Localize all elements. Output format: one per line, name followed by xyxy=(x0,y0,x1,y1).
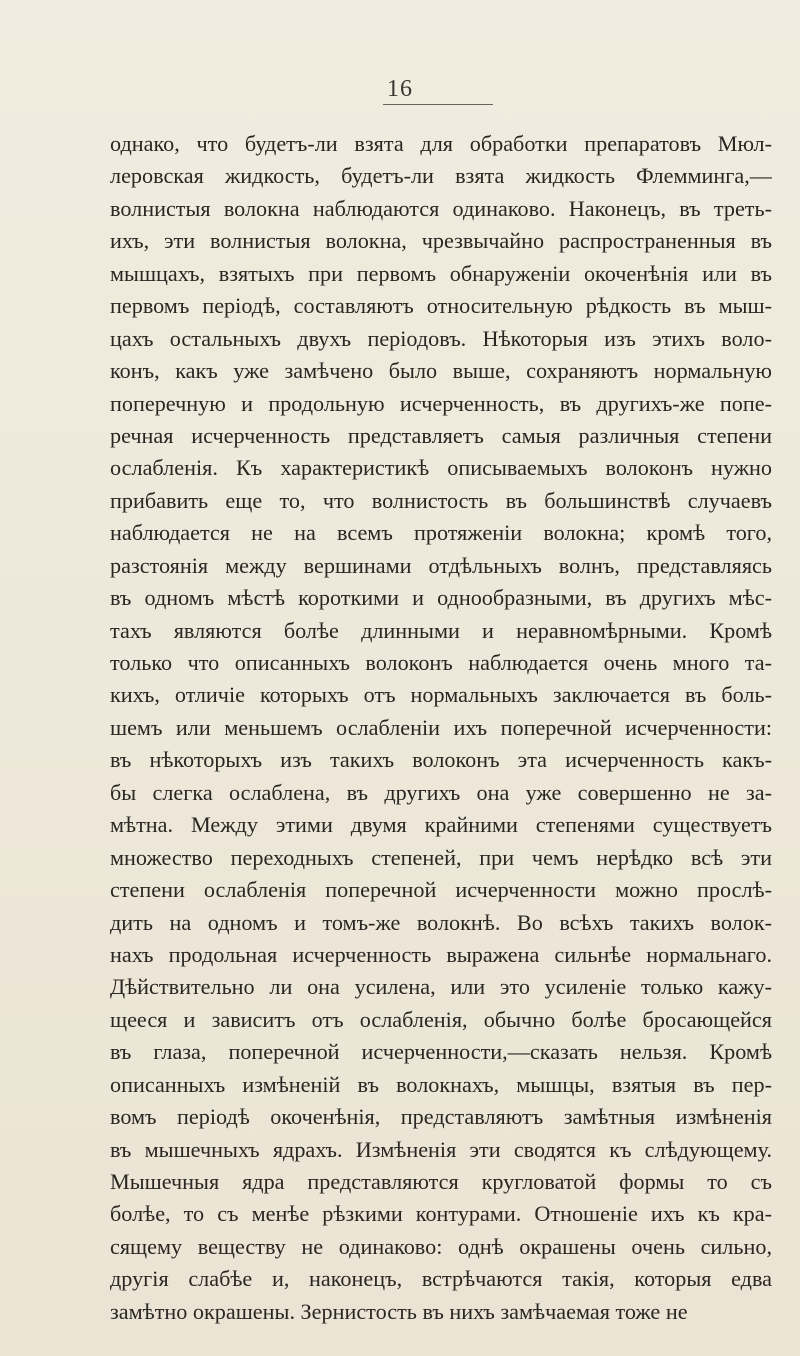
text-line: мышцахъ, взятыхъ при первомъ обнаруженіи окоченѣнія или въ xyxy=(110,260,772,286)
text-line: щееся и зависитъ отъ ослабленія, обычно болѣе бросающейся xyxy=(110,1006,772,1032)
text-line: въ мышечныхъ ядрахъ. Измѣненія эти сводятся къ слѣдующему. xyxy=(110,1136,772,1162)
text-line: речная исчерченность представляетъ самыя различныя степени xyxy=(110,422,772,448)
text-line: кихъ, отличіе которыхъ отъ нормальныхъ заключается въ боль- xyxy=(110,682,772,708)
page-number: 16 xyxy=(387,76,413,102)
text-line: цахъ остальныхъ двухъ періодовъ. Нѣкоторыя изъ этихъ воло- xyxy=(110,325,772,351)
body-text xyxy=(110,128,772,1328)
text-line: въ глаза, поперечной исчерченности,—сказать нельзя. Кромѣ xyxy=(110,1039,772,1065)
text-line: описанныхъ измѣненій въ волокнахъ, мышцы, взятыя въ пер- xyxy=(110,1071,772,1097)
text-line: мѣтна. Между этими двумя крайними степенями существуетъ xyxy=(110,812,772,838)
text-line: болѣе, то съ менѣе рѣзкими контурами. Отношеніе ихъ къ кра- xyxy=(110,1201,772,1227)
text-line: степени ослабленія поперечной исчерченности можно прослѣ- xyxy=(110,877,772,903)
text-line: Дѣйствительно ли она усилена, или это усиленіе только кажу- xyxy=(110,974,772,1000)
text-line: замѣтно окрашены. Зернистость въ нихъ замѣчаемая тоже не xyxy=(110,1298,688,1324)
text-line: прибавить еще то, что волнистость въ большинствѣ случаевъ xyxy=(110,487,772,513)
text-line: тахъ являются болѣе длинными и неравномѣрными. Кромѣ xyxy=(110,617,772,643)
text-line: леровская жидкость, будетъ-ли взята жидкость Флемминга,— xyxy=(110,163,772,189)
text-line: наблюдается не на всемъ протяженіи волокна; кромѣ того, xyxy=(110,520,772,546)
text-line: поперечную и продольную исчерченность, въ другихъ-же попе- xyxy=(110,390,772,416)
text-line: бы слегка ослаблена, въ другихъ она уже совершенно не за- xyxy=(110,779,772,805)
text-line: волнистыя волокна наблюдаются одинаково. Наконецъ, въ треть- xyxy=(110,195,772,221)
text-line: конъ, какъ уже замѣчено было выше, сохраняютъ нормальную xyxy=(110,358,772,384)
text-line: только что описанныхъ волоконъ наблюдается очень много та- xyxy=(110,650,772,675)
text-line: въ нѣкоторыхъ изъ такихъ волоконъ эта исчерченность какъ- xyxy=(110,747,772,773)
text-line: Мышечныя ядра представляются кругловатой формы то съ xyxy=(110,1169,772,1194)
text-line: нахъ продольная исчерченность выражена сильнѣе нормальнаго. xyxy=(110,941,772,967)
text-line: шемъ или меньшемъ ослабленіи ихъ поперечной исчерченности: xyxy=(110,714,772,740)
text-line: ослабленія. Къ характеристикѣ описываемыхъ волоконъ нужно xyxy=(110,455,772,481)
text-line: множество переходныхъ степеней, при чемъ нерѣдко всѣ эти xyxy=(110,844,772,870)
text-line: первомъ періодѣ, составляютъ относительную рѣдкость въ мыш- xyxy=(110,293,772,319)
text-line: ихъ, эти волнистыя волокна, чрезвычайно распространенныя въ xyxy=(110,228,772,254)
text-line: дить на одномъ и томъ-же волокнѣ. Во всѣхъ такихъ волок- xyxy=(110,909,772,935)
text-line: въ одномъ мѣстѣ короткими и однообразными, въ другихъ мѣс- xyxy=(110,585,772,611)
text-line: разстоянія между вершинами отдѣльныхъ волнъ, представляясь xyxy=(110,552,772,578)
header-rule xyxy=(383,104,493,105)
text-line: сящему веществу не одинаково: однѣ окрашены очень сильно, xyxy=(110,1233,772,1259)
text-line: другія слабѣе и, наконецъ, встрѣчаются такія, которыя едва xyxy=(110,1266,772,1292)
text-line: однако, что будетъ-ли взята для обработки препаратовъ Мюл- xyxy=(110,131,772,156)
text-line: вомъ періодѣ окоченѣнія, представляютъ замѣтныя измѣненія xyxy=(110,1104,772,1130)
